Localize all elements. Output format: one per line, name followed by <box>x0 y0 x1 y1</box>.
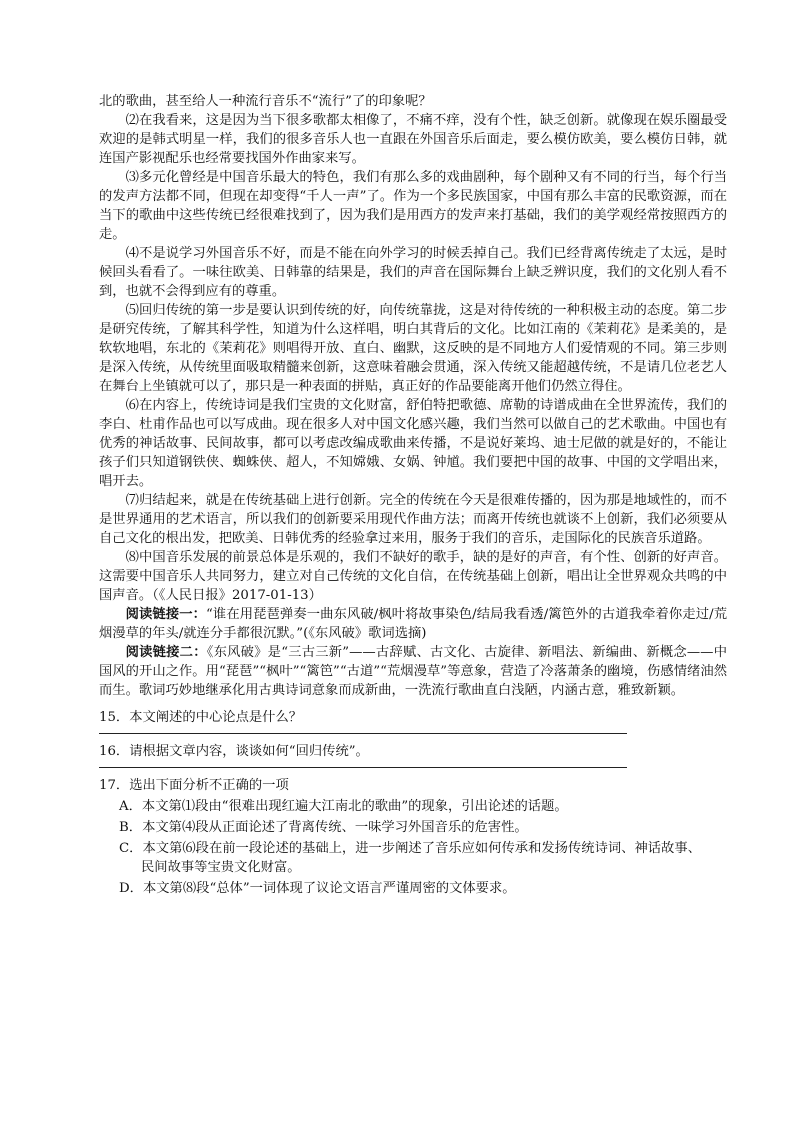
question-17: 17．选出下面分析不正确的一项 <box>99 778 289 793</box>
answer-line-16[interactable] <box>99 767 627 768</box>
reading-link-1-text: “谁在用琵琶弹奏一曲东风破/枫叶将故事染色/结局我看透/篱笆外的古道我牵着你走过/荒烟漫草的年头/就连分手都很沉默。”(《东风破》歌词选摘) <box>99 607 728 641</box>
article-paragraph-8: ⑻中国音乐发展的前景总体是乐观的，我们不缺好的歌手，缺的是好的声音，有个性、创新的好声音。这需要中国音乐人共同努力，建立对自己传统的文化自信，在传统基础上创新，唱出让全世界观众共鸣的中国声音。（《人民日报》2017-01-13） <box>99 550 727 603</box>
article-intro-tail: 北的歌曲，甚至给人一种流行音乐不“流行”了的印象呢？ <box>99 94 432 109</box>
article-paragraph-5: ⑸回归传统的第一步是要认识到传统的好，向传统靠拢，这是对待传统的一种积极主动的态度。第二步是研究传统，了解其科学性，知道为什么这样唱，明白其背后的文化。比如江南的《茉莉花》是柔美的，是软软地唱，东北的《茉莉花》则唱得开放、直白、幽默，这反映的是不同地方人们爱情观的不同。第三步则是深入传统，从传统里面吸取精髓来创新，这意味着融会贯通，深入传统又能超越传统，不是请几位老艺人在舞台上坐镇就可以了，那只是一种表面的拼贴，真正好的作品要能离开他们仍然立得住。 <box>99 303 727 394</box>
option-c-continued: 民间故事等宝贵文化财富。 <box>141 860 301 875</box>
answer-line-15[interactable] <box>99 733 627 734</box>
option-a[interactable]: A．本文第⑴段由“很难出现红遍大江南北的歌曲”的现象，引出论述的话题。 <box>119 799 568 814</box>
article-paragraph-3: ⑶多元化曾经是中国音乐最大的特色，我们有那么多的戏曲剧种，每个剧种又有不同的行当，每个行当的发声方法都不同，但现在却变得“千人一声”了。作为一个多民族国家，中国有那么丰富的民歌资源，而在当下的歌曲中这些传统已经很难找到了，因为我们是用西方的发声来打基础，我们的美学观经常按照西方的走。 <box>99 170 727 242</box>
reading-link-2-label: 阅读链接二： <box>125 645 207 660</box>
reading-link-2 <box>99 643 727 700</box>
option-c[interactable]: C．本文第⑹段在前一段论述的基础上，进一步阐述了音乐应如何传承和发扬传统诗词、神话故事、 <box>119 841 701 856</box>
question-15: 15．本文阐述的中心论点是什么？ <box>99 710 303 725</box>
question-16: 16．请根据文章内容，谈谈如何“回归传统”。 <box>99 744 369 759</box>
document-content <box>99 92 727 898</box>
reading-link-2-text: 《东风破》是“三古三新”——古辞赋、古文化、古旋律、新唱法、新编曲、新概念——中国风的开山之作。用“琵琶”“枫叶”“篱笆”“古道”“荒烟漫草”等意象，营造了冷落萧条的幽境，伤感情绪油然而生。歌词巧妙地继承化用古典诗词意象而成新曲，一洗流行歌曲直白浅陋，内涵古意，雅致新颖。 <box>99 645 727 698</box>
option-b[interactable]: B．本文第⑷段从正面论述了背离传统、一味学习外国音乐的危害性。 <box>119 820 528 835</box>
article-paragraph-4: ⑷不是说学习外国音乐不好，而是不能在向外学习的时候丢掉自己。我们已经背离传统走了太远，是时候回头看看了。一味往欧美、日韩靠的结果是，我们的声音在国际舞台上缺乏辨识度，我们的文化别人看不到，也就不会得到应有的尊重。 <box>99 246 727 299</box>
article-paragraph-7: ⑺归结起来，就是在传统基础上进行创新。完全的传统在今天是很难传播的，因为那是地域性的，而不是世界通用的艺术语言，所以我们的创新要采用现代作曲方法；而离开传统也就谈不上创新，我们必须要从自己文化的根出发，把欧美、日韩优秀的经验拿过来用，服务于我们的音乐，走国际化的民族音乐道路。 <box>99 493 727 546</box>
reading-link-1-label: 阅读链接一： <box>125 607 207 622</box>
article-paragraph-2: ⑵在我看来，这是因为当下很多歌都太相像了，不痛不痒，没有个性，缺乏创新。就像现在娱乐圈最受欢迎的是韩式明星一样，我们的很多音乐人也一直跟在外国音乐后面走，要么模仿欧美，要么模仿日韩，就连国产影视配乐也经常要找国外作曲家来写。 <box>99 113 727 166</box>
option-d[interactable]: D．本文第⑻段“总体”一词体现了议论文语言严谨周密的文体要求。 <box>119 881 516 896</box>
article-paragraph-6: ⑹在内容上，传统诗词是我们宝贵的文化财富，舒伯特把歌德、席勒的诗谱成曲在全世界流传，我们的李白、杜甫作品也可以写成曲。现在很多人对中国文化感兴趣，我们当然可以做自己的艺术歌曲。中国也有优秀的神话故事、民间故事，都可以考虑改编成歌曲来传播，不是说好莱坞、迪士尼做的就是好的，不能让孩子们只知道钢铁侠、蜘蛛侠、超人，不知嫦娥、女娲、钟馗。我们要把中国的故事、中国的文学唱出来，唱开去。 <box>99 398 727 489</box>
reading-link-1 <box>99 605 727 643</box>
